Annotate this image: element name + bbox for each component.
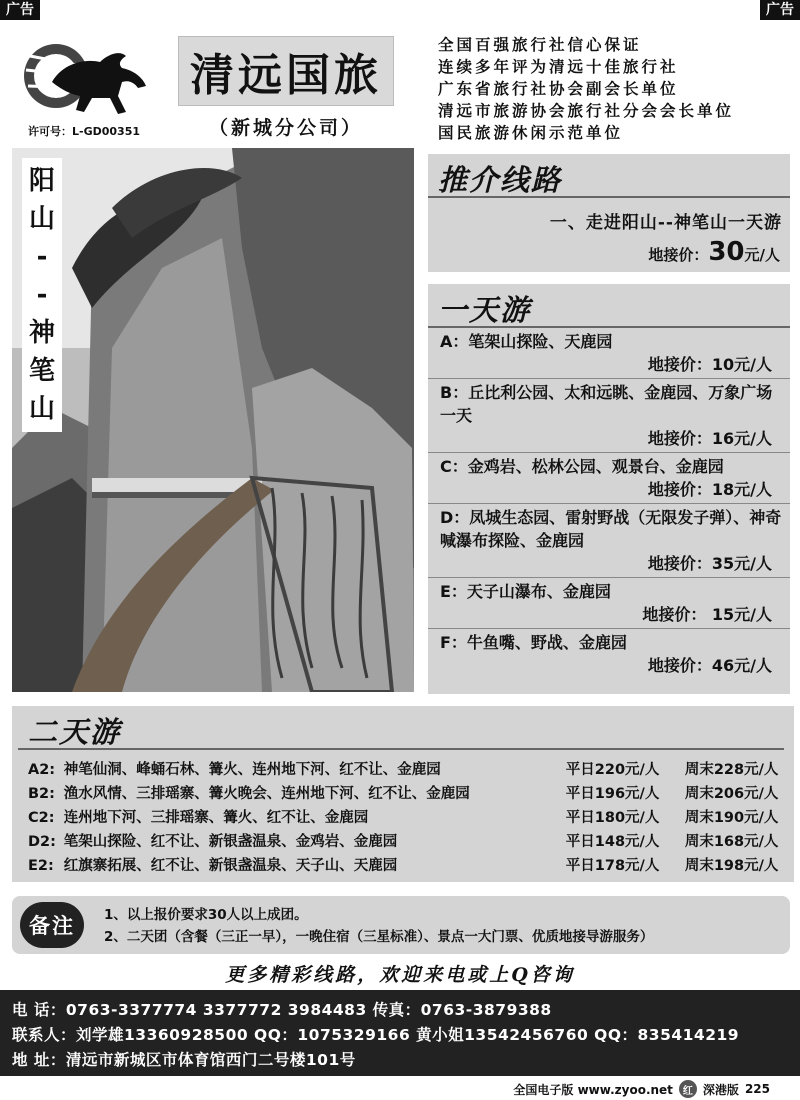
tour-desc: E：天子山瀑布、金鹿园 (440, 582, 611, 601)
price-unit: 元/人 (744, 246, 780, 264)
note-line: 2、二天团（含餐（三正一早），一晚住宿（三星标准）、景点一大门票、优质地接导游服务） (104, 929, 654, 945)
weekend-price: 周末206元/人 (684, 786, 779, 802)
note-line: 1、以上报价要求30人以上成团。 (104, 907, 308, 923)
route-desc: 笔架山探险、红不让、新银盏温泉、金鸡岩、金鹿园 (63, 834, 398, 850)
weekday-price: 平日148元/人 (565, 834, 660, 850)
horse-logo-icon (22, 36, 150, 122)
list-item (428, 629, 790, 679)
route-code: C2: (28, 810, 55, 826)
tour-desc: D：凤城生态园、雷射野战（无限发子弹）、神奇喊瀑布探险、金鹿园 (440, 508, 782, 550)
weekend-price: 周末228元/人 (684, 762, 779, 778)
page-number: 225 (744, 1082, 770, 1096)
tour-price: 地接价：18元/人 (647, 480, 772, 499)
tour-price: 地接价：10元/人 (647, 355, 772, 374)
contact-address: 地 址：清远市新城区市体育馆西门二号楼101号 (12, 1051, 356, 1069)
tour-desc: A：笔架山探险、天鹿园 (440, 332, 613, 351)
route-code: D2: (28, 834, 56, 850)
title-char: 山 (28, 204, 55, 234)
table-row (12, 854, 794, 878)
list-item (428, 379, 790, 453)
route-desc: 连州地下河、三排瑶寨、篝火、红不让、金鹿园 (63, 810, 369, 826)
honor-item: 清远市旅游协会旅行社分会会长单位 (438, 101, 735, 120)
footer-site: 全国电子版 www.zyoo.net (513, 1082, 673, 1097)
contact-bar (0, 990, 800, 1076)
weekday-price: 平日180元/人 (565, 810, 660, 826)
tour-price: 地接价：16元/人 (647, 429, 772, 448)
route-desc: 神笔仙洞、峰蛹石林、篝火、连州地下河、红不让、金鹿园 (63, 762, 441, 778)
table-row (12, 830, 794, 854)
weekend-price: 周末190元/人 (684, 810, 779, 826)
recommended-route-section (428, 154, 790, 272)
table-row (12, 806, 794, 830)
list-item (428, 453, 790, 504)
title-char: 神 (28, 318, 55, 348)
tour-price: 地接价：46元/人 (647, 656, 772, 675)
honor-item: 连续多年评为清远十佳旅行社 (438, 57, 679, 76)
brand-logo-box (178, 36, 394, 106)
two-day-heading: 二天游 (18, 706, 784, 750)
honor-item: 全国百强旅行社信心保证 (438, 35, 642, 54)
route-desc: 渔水风情、三排瑶寨、篝火晚会、连州地下河、红不让、金鹿园 (63, 786, 470, 802)
edition-badge-icon: 红 (679, 1080, 697, 1098)
tour-desc: F：牛鱼嘴、野战、金鹿园 (440, 633, 627, 652)
title-char: - (36, 242, 48, 272)
price-label: 地接价： (648, 246, 709, 264)
page-footer (513, 1080, 770, 1098)
list-item (428, 578, 790, 629)
route-code: B2: (28, 786, 55, 802)
title-char: - (36, 280, 48, 310)
one-day-tour-section (428, 284, 790, 694)
two-day-tour-section (12, 706, 794, 882)
ad-tag-left: 广告 (0, 0, 40, 20)
route-code: E2: (28, 858, 54, 874)
photo-vertical-title (22, 158, 62, 432)
title-char: 笔 (28, 356, 55, 386)
cliff-walkway-photo (12, 148, 414, 692)
contact-phone: 电 话：0763-3377774 3377772 3984483 传真：0763-3879388 (12, 1001, 552, 1019)
table-row (12, 782, 794, 806)
notes-text (104, 904, 653, 948)
tour-desc: B：丘比利公园、太和远眺、金鹿园、万象广场一天 (440, 383, 773, 425)
recommended-price (428, 237, 790, 267)
honor-item: 国民旅游休闲示范单位 (438, 123, 624, 142)
route-desc: 红旗寨拓展、红不让、新银盏温泉、天子山、天鹿园 (63, 858, 398, 874)
contact-people: 联系人：刘学雄13360928500 QQ：1075329166 黄小姐13542456760 QQ：835414219 (12, 1026, 740, 1044)
weekday-price: 平日178元/人 (565, 858, 660, 874)
recommended-heading: 推介线路 (428, 154, 790, 198)
route-code: A2: (28, 762, 56, 778)
tour-price: 地接价：35元/人 (647, 554, 772, 573)
honor-item: 广东省旅行社协会副会长单位 (438, 79, 679, 98)
brand-name: 清远国旅 (190, 50, 382, 101)
weekend-price: 周末168元/人 (684, 834, 779, 850)
slogan: 更多精彩线路，欢迎来电或上Q咨询 (225, 964, 575, 986)
title-char: 阳 (28, 166, 55, 196)
list-item (428, 504, 790, 578)
weekday-price: 平日220元/人 (565, 762, 660, 778)
weekend-price: 周末198元/人 (684, 858, 779, 874)
recommended-route-title: 一、走进阳山--神笔山一天游 (549, 213, 782, 233)
one-day-heading: 一天游 (428, 284, 790, 328)
table-row (12, 758, 794, 782)
price-value: 30 (708, 237, 745, 267)
honors-list (438, 34, 778, 144)
weekday-price: 平日196元/人 (565, 786, 660, 802)
title-char: 山 (28, 394, 55, 424)
ad-tag-right: 广告 (760, 0, 800, 20)
tour-desc: C：金鸡岩、松林公园、观景台、金鹿园 (440, 457, 724, 476)
branch-name: （新城分公司） (208, 117, 363, 139)
tour-price: 地接价： 15元/人 (642, 605, 772, 624)
list-item (428, 328, 790, 379)
license-number: 许可号：L-GD00351 (28, 125, 141, 138)
footer-edition: 深港版 (702, 1082, 739, 1097)
notes-badge: 备注 (20, 902, 84, 948)
notes-section (12, 896, 790, 954)
